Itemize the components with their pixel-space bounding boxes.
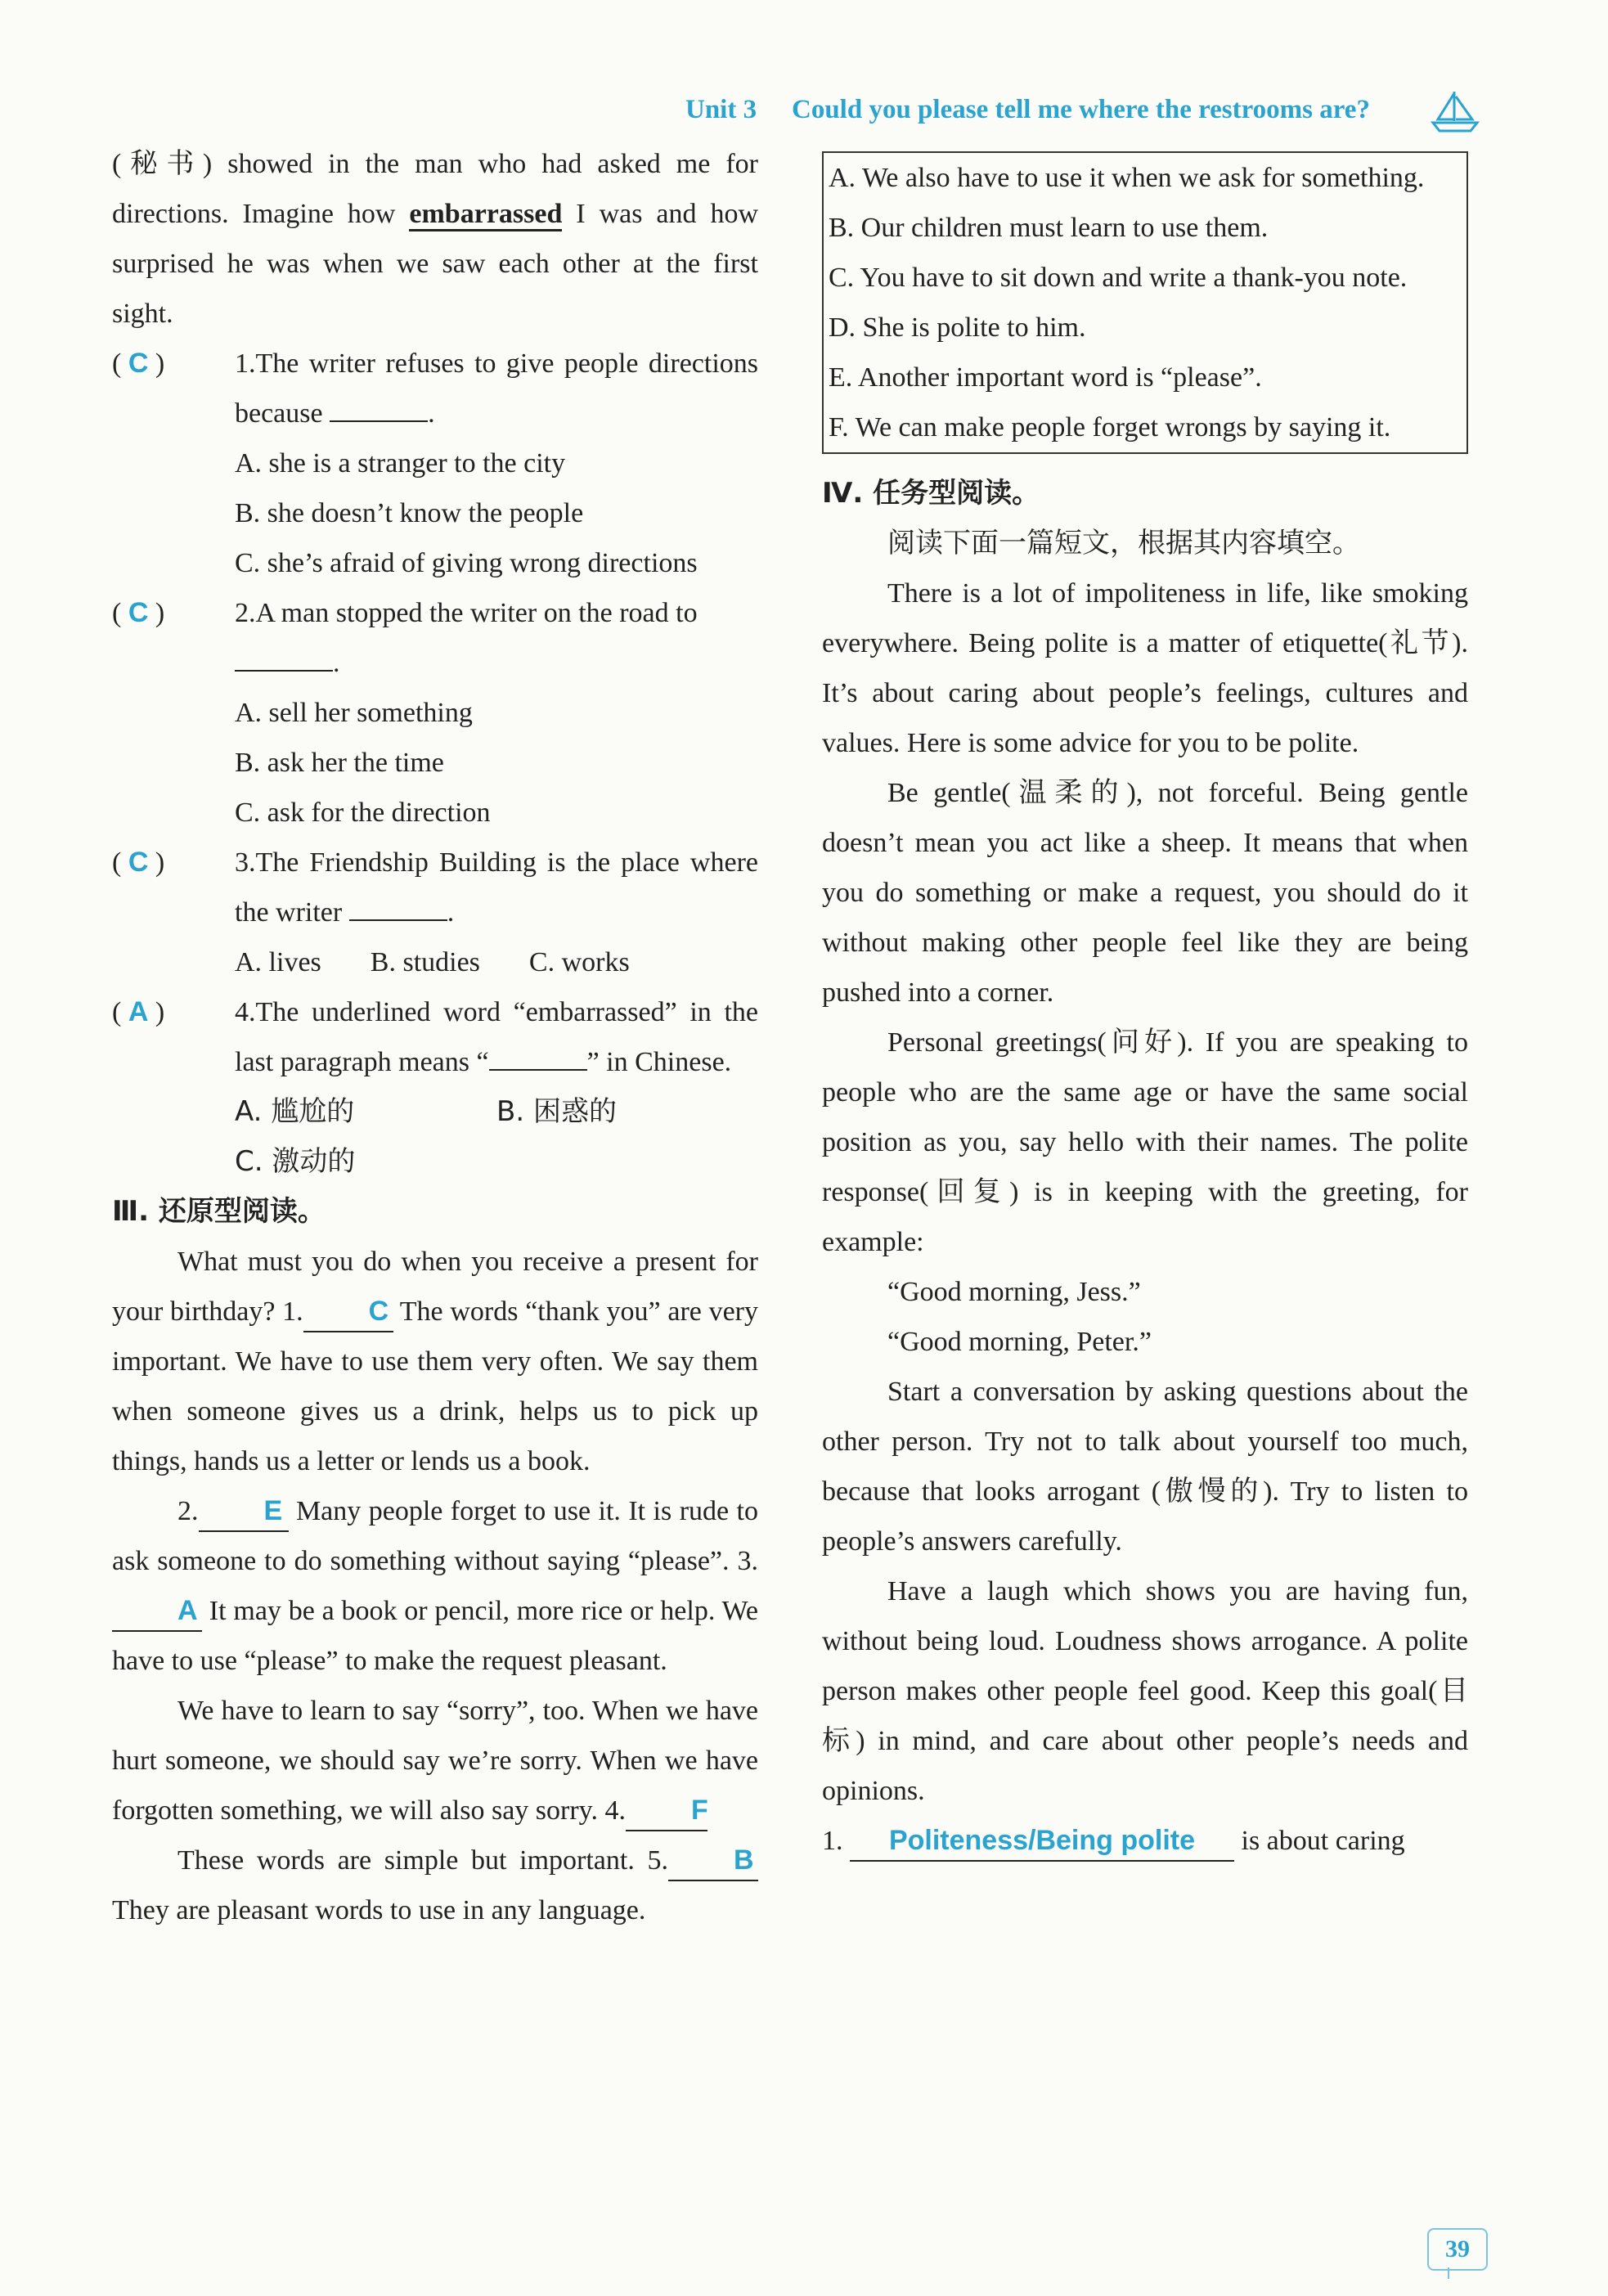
- question-2: ( C ) 2.A man stopped the writer on the road to .: [112, 597, 698, 678]
- option: A. sell her something: [235, 698, 473, 728]
- page-header: [685, 88, 1487, 146]
- underlined-word: embarrassed: [409, 199, 562, 231]
- question-1: ( C ) 1.The writer refuses to give people directions because .: [112, 348, 758, 429]
- passage-paragraph: There is a lot of impoliteness in life, like smoking everywhere. Being polite is a matter of etiquette(礼节). It’s about caring about people’s feelings, cultures and values. Here is some advice for you to be polite.: [822, 578, 1468, 758]
- s3-paragraph-4: These words are simple but important. 5. B They are pleasant words to use in any language.: [112, 1835, 758, 1935]
- s3-paragraph-2: 2. E Many people forget to use it. It is rude to ask someone to do something without saying “please”. 3.A It may be a book or pencil, more rice or help. We have to use “please” to make the request pleasant.: [112, 1486, 758, 1686]
- answer-2: C: [128, 597, 149, 628]
- options-box: [822, 151, 1468, 454]
- unit-label: Unit 3: [685, 95, 757, 124]
- answer-1: C: [128, 348, 149, 379]
- question-4: ( A ) 4.The underlined word “embarrassed” in the last paragraph means “ ” in Chinese.: [112, 996, 758, 1077]
- page-number: 39: [1427, 2228, 1488, 2271]
- passage-paragraph: Have a laugh which shows you are having fun, without being loud. Loudness shows arrogance. A polite person makes other people feel good. Keep this goal(目标) in mind, and care about other people’s needs and opinions.: [822, 1576, 1468, 1806]
- passage-end: (秘书) showed in the man who had asked me for directions. Imagine how embarrassed I was and how surprised he was when we saw each other at the first sight.: [112, 149, 759, 329]
- option: B. ask her the time: [235, 748, 444, 778]
- s3-paragraph-3: We have to learn to say “sorry”, too. When we have hurt someone, we should say we’re sorry. When we have forgotten something, we will also say sorry. 4. F: [112, 1686, 758, 1835]
- sailboat-icon: [1430, 88, 1480, 134]
- options-row: A. lives B. studies C. works: [235, 947, 630, 977]
- instruction: 阅读下面一篇短文，根据其内容填空。: [887, 527, 1360, 559]
- fill-question-1: 1. Politeness/Being polite is about caring: [822, 1816, 1468, 1866]
- section-3-title: Ⅲ. 还原型阅读。: [112, 1195, 326, 1228]
- box-option: F. We can make people forget wrongs by saying it.: [829, 412, 1391, 443]
- option: C. ask for the direction: [235, 798, 491, 828]
- option: C. 激动的: [235, 1145, 356, 1178]
- question-3: ( C ) 3.The Friendship Building is the place where the writer .: [112, 847, 758, 928]
- blank: [235, 670, 333, 672]
- passage-paragraph: Personal greetings(问好). If you are speaking to people who are the same age or have the same social position as you, say hello with their names. The polite response(回复) is in keeping with the greeting, for example:: [822, 1027, 1468, 1257]
- box-option: E. Another important word is “please”.: [829, 362, 1262, 393]
- blank: [489, 1069, 587, 1071]
- passage-paragraph: Be gentle(温柔的), not forceful. Being gentle doesn’t mean you act like a sheep. It means that when you do something or make a request, you should do it without making other people feel like they are being pushed into a corner.: [822, 778, 1468, 1008]
- blank: [349, 919, 447, 921]
- passage-paragraph: Start a conversation by asking questions about the other person. Try not to talk about yourself too much, because that looks arrogant (傲慢的). Try to listen to people’s answers carefully.: [822, 1377, 1468, 1557]
- greeting-line: “Good morning, Jess.”: [887, 1277, 1141, 1307]
- greeting-line: “Good morning, Peter.”: [887, 1327, 1152, 1357]
- answer-3: C: [128, 847, 149, 878]
- box-option: D. She is polite to him.: [829, 312, 1086, 343]
- left-column: [112, 139, 758, 1935]
- s3-paragraph-1: What must you do when you receive a present for your birthday? 1. C The words “thank you” are very important. We have to use them very often. We say them when someone gives us a drink, helps us to pick up things, hands us a letter or lends us a book.: [112, 1247, 758, 1476]
- blank: [330, 420, 428, 422]
- box-option: C. You have to sit down and write a thank-you note.: [829, 263, 1408, 293]
- right-column: [822, 151, 1468, 1866]
- option: C. she’s afraid of giving wrong directions: [235, 548, 698, 578]
- section-4-title: Ⅳ. 任务型阅读。: [822, 477, 1040, 510]
- box-option: B. Our children must learn to use them.: [829, 213, 1269, 243]
- unit-title: Could you please tell me where the restrooms are?: [792, 95, 1370, 124]
- options-row: A. 尴尬的 B. 困惑的: [235, 1095, 617, 1128]
- option: B. she doesn’t know the people: [235, 498, 584, 528]
- option: A. she is a stranger to the city: [235, 448, 566, 479]
- box-option: A. We also have to use it when we ask for something.: [829, 163, 1425, 193]
- answer-4: A: [128, 996, 149, 1027]
